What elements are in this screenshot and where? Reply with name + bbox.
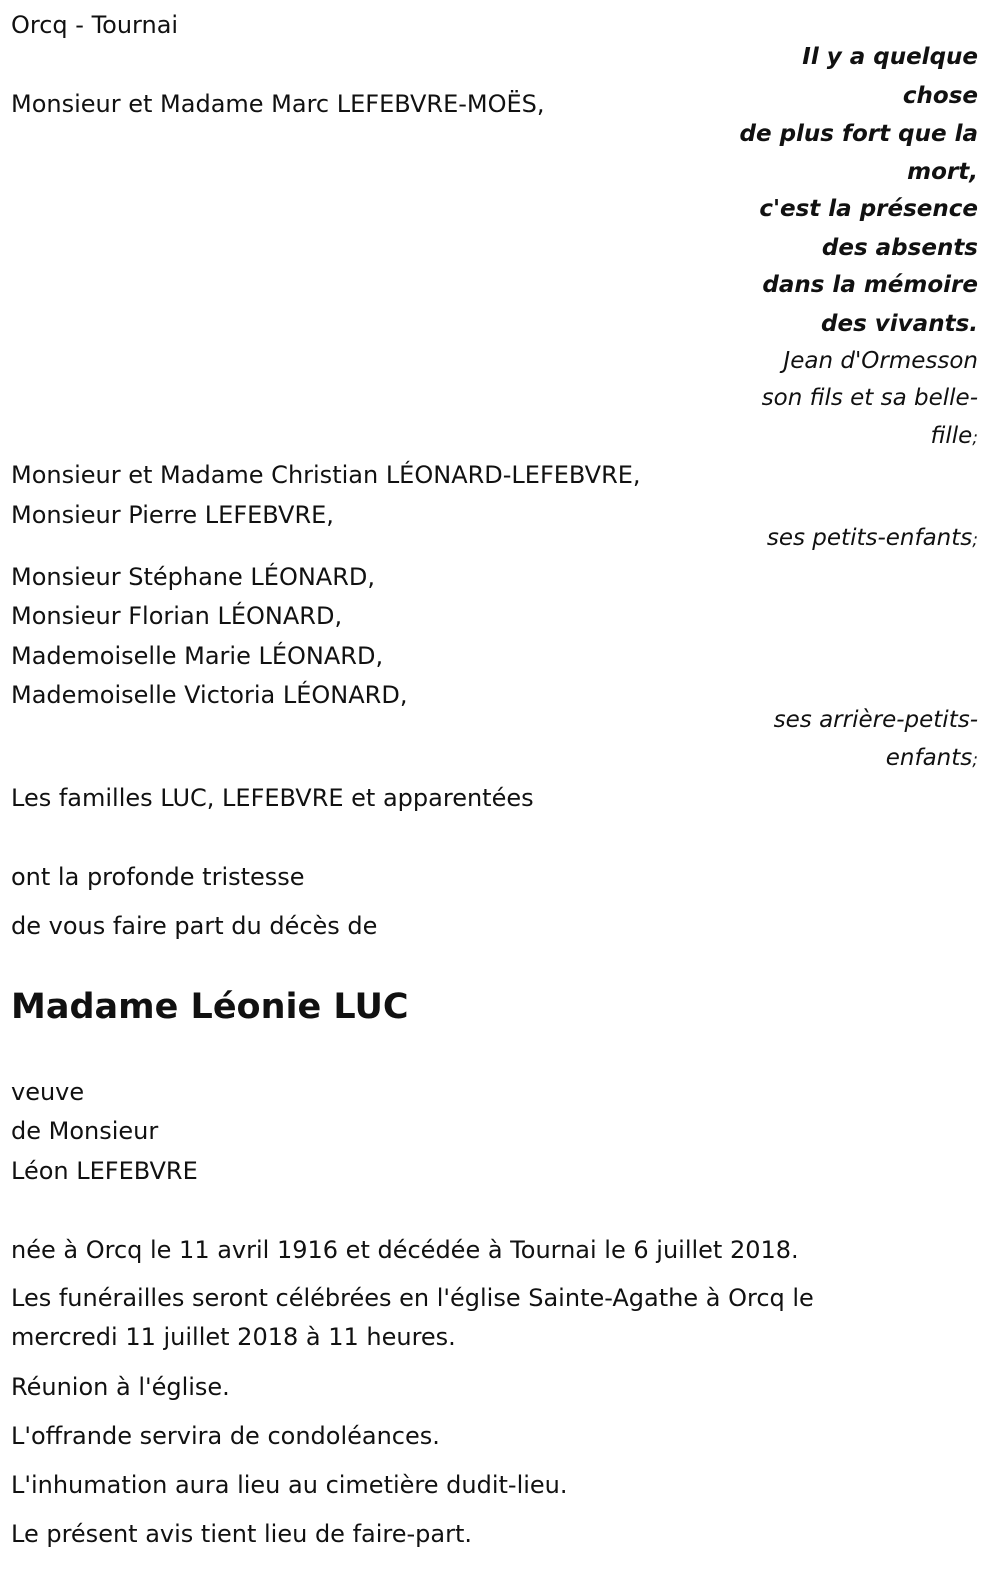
deceased-name: Madame Léonie LUC (11, 987, 409, 1027)
quote-author: Jean d'Ormesson (783, 348, 978, 374)
son-role-line: son fils et sa belle- (761, 385, 978, 411)
quote-line: dans la mémoire (762, 272, 978, 298)
quote-line: chose (902, 83, 978, 109)
great-grandchildren-role-text: enfants (885, 745, 973, 771)
grandchild-name: Monsieur et Madame Christian LÉONARD-LEFEBVRE, (11, 461, 641, 489)
widow-line: de Monsieur (11, 1117, 159, 1145)
great-grandchild-name: Mademoiselle Marie LÉONARD, (11, 642, 384, 670)
quote-line: de plus fort que la (739, 121, 978, 147)
quote-line: Il y a quelque (802, 44, 978, 70)
grandchildren-role (767, 519, 978, 559)
son-role-text: fille (930, 423, 973, 449)
grandchildren-role-text: ses petits-enfants (766, 525, 973, 551)
great-grandchild-name: Monsieur Florian LÉONARD, (11, 602, 343, 630)
son-role-line (930, 417, 978, 457)
role-separator: ; (972, 530, 978, 550)
burial-line: L'inhumation aura lieu au cimetière dudit-lieu. (11, 1471, 568, 1499)
quote-line: des vivants. (821, 311, 978, 337)
great-grandchild-name: Mademoiselle Victoria LÉONARD, (11, 681, 408, 709)
great-grandchildren-role-line (886, 739, 978, 779)
role-separator: ; (972, 428, 978, 448)
funeral-line: Les funérailles seront célébrées en l'église Sainte-Agathe à Orcq le (11, 1284, 814, 1312)
role-separator: ; (972, 750, 978, 770)
quote-line: mort, (907, 159, 978, 185)
location-heading: Orcq - Tournai (11, 11, 179, 39)
reunion-line: Réunion à l'église. (11, 1373, 230, 1401)
notice-line: Le présent avis tient lieu de faire-part. (11, 1520, 473, 1548)
widow-line: Léon LEFEBVRE (11, 1157, 198, 1185)
funeral-line: mercredi 11 juillet 2018 à 11 heures. (11, 1323, 456, 1351)
family-son: Monsieur et Madame Marc LEFEBVRE-MOËS, (11, 90, 545, 118)
birth-death-line: née à Orcq le 11 avril 1916 et décédée à Tournai le 6 juillet 2018. (11, 1236, 799, 1264)
announcement-line: de vous faire part du décès de (11, 912, 378, 940)
announcement-line: ont la profonde tristesse (11, 863, 305, 891)
quote-line: c'est la présence (759, 196, 978, 222)
grandchild-name: Monsieur Pierre LEFEBVRE, (11, 501, 334, 529)
offering-line: L'offrande servira de condoléances. (11, 1422, 440, 1450)
great-grandchildren-role-line: ses arrière-petits- (773, 707, 978, 733)
quote-line: des absents (821, 235, 978, 261)
great-grandchild-name: Monsieur Stéphane LÉONARD, (11, 563, 375, 591)
families-line: Les familles LUC, LEFEBVRE et apparentées (11, 784, 534, 812)
widow-line: veuve (11, 1078, 85, 1106)
